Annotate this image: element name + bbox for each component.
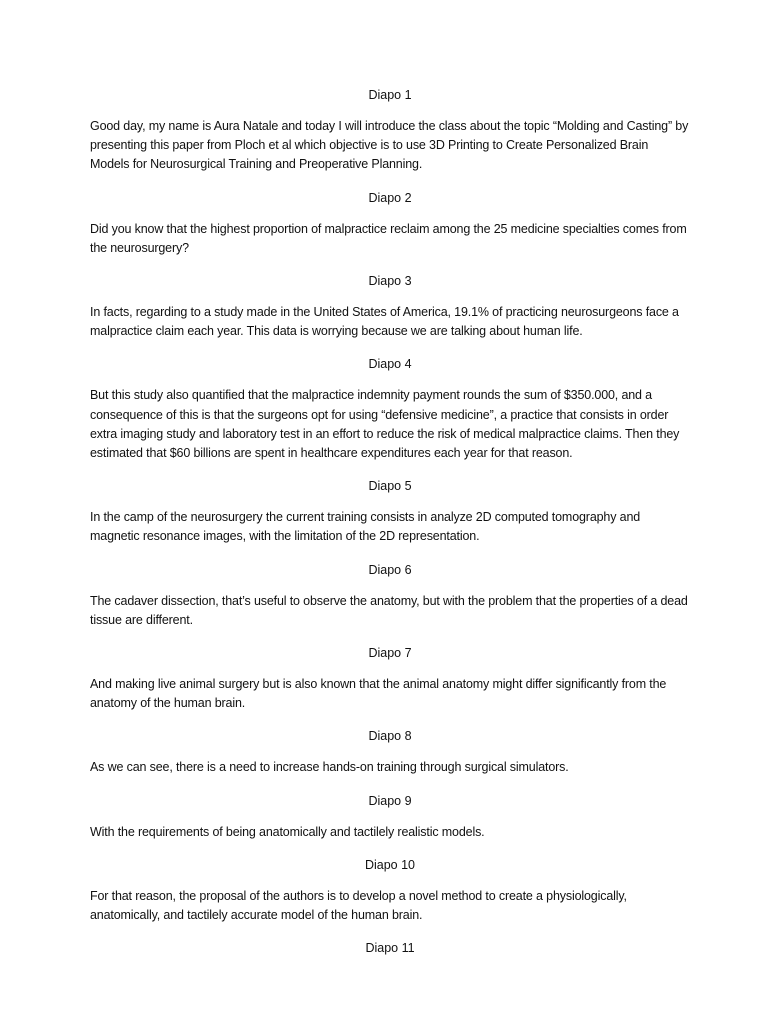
slide-section-9	[90, 792, 690, 842]
slide-heading: Diapo 3	[368, 274, 412, 289]
slide-text: And making live animal surgery but is also known that the animal anatomy might differ significantly from the anatomy of the human brain.	[90, 677, 667, 711]
slide-section-3	[90, 272, 690, 341]
slide-section-6	[90, 561, 690, 630]
slide-heading: Diapo 11	[365, 941, 415, 956]
slide-section-10	[90, 856, 690, 925]
slide-text: As we can see, there is a need to increase hands-on training through surgical simulators.	[90, 760, 569, 775]
slide-text: Good day, my name is Aura Natale and today I will introduce the class about the topic “Molding and Casting” by presenting this paper from Ploch et al which objective is to use 3D Printing to Create Personalized Brain Models for Neurosurgical Training and Preoperative Planning.	[90, 119, 689, 172]
slide-heading: Diapo 5	[368, 479, 412, 494]
slide-text: For that reason, the proposal of the authors is to develop a novel method to create a physiologically, anatomically, and tactilely accurate model of the human brain.	[90, 888, 627, 923]
slide-text: Did you know that the highest proportion of malpractice reclaim among the 25 medicine specialties comes from the neurosurgery?	[90, 221, 687, 255]
slide-section-5	[90, 477, 690, 546]
slide-heading: Diapo 9	[368, 793, 412, 808]
slide-text: In facts, regarding to a study made in the United States of America, 19.1% of practicing neurosurgeons face a malpractice claim each year. This data is worrying because we are talking about human life.	[90, 305, 679, 339]
slide-heading: Diapo 10	[364, 857, 416, 872]
slide-heading: Diapo 8	[368, 729, 412, 744]
slide-heading: Diapo 2	[368, 190, 412, 205]
slide-section-11	[90, 939, 690, 958]
slide-heading: Diapo 7	[368, 646, 412, 661]
slide-text: The cadaver dissection, that’s useful to observe the anatomy, but with the problem that the properties of a dead tissue are different.	[90, 593, 688, 627]
slide-text: In the camp of the neurosurgery the current training consists in analyze 2D computed tomography and magnetic resonance images, with the limitation of the 2D representation.	[90, 510, 641, 544]
slide-heading: Diapo 4	[368, 357, 412, 372]
document-page	[90, 86, 690, 970]
slide-section-7	[90, 644, 690, 713]
slide-section-8	[90, 727, 690, 777]
slide-text: But this study also quantified that the malpractice indemnity payment rounds the sum of $350.000, and a consequence of this is that the surgeons opt for using “defensive medicine”, a practice that consists in order extra imaging study and laboratory test in an effort to reduce the risk of medical malpractice claims. Then they estimated that $60 billions are spent in healthcare expenditures each year for that reason.	[90, 388, 680, 461]
slide-heading: Diapo 6	[368, 562, 412, 577]
slide-section-2	[90, 189, 690, 258]
slide-section-4	[90, 355, 690, 463]
slide-heading: Diapo 1	[368, 88, 412, 102]
slide-text: With the requirements of being anatomically and tactilely realistic models.	[90, 824, 485, 839]
slide-section-1	[90, 86, 690, 175]
